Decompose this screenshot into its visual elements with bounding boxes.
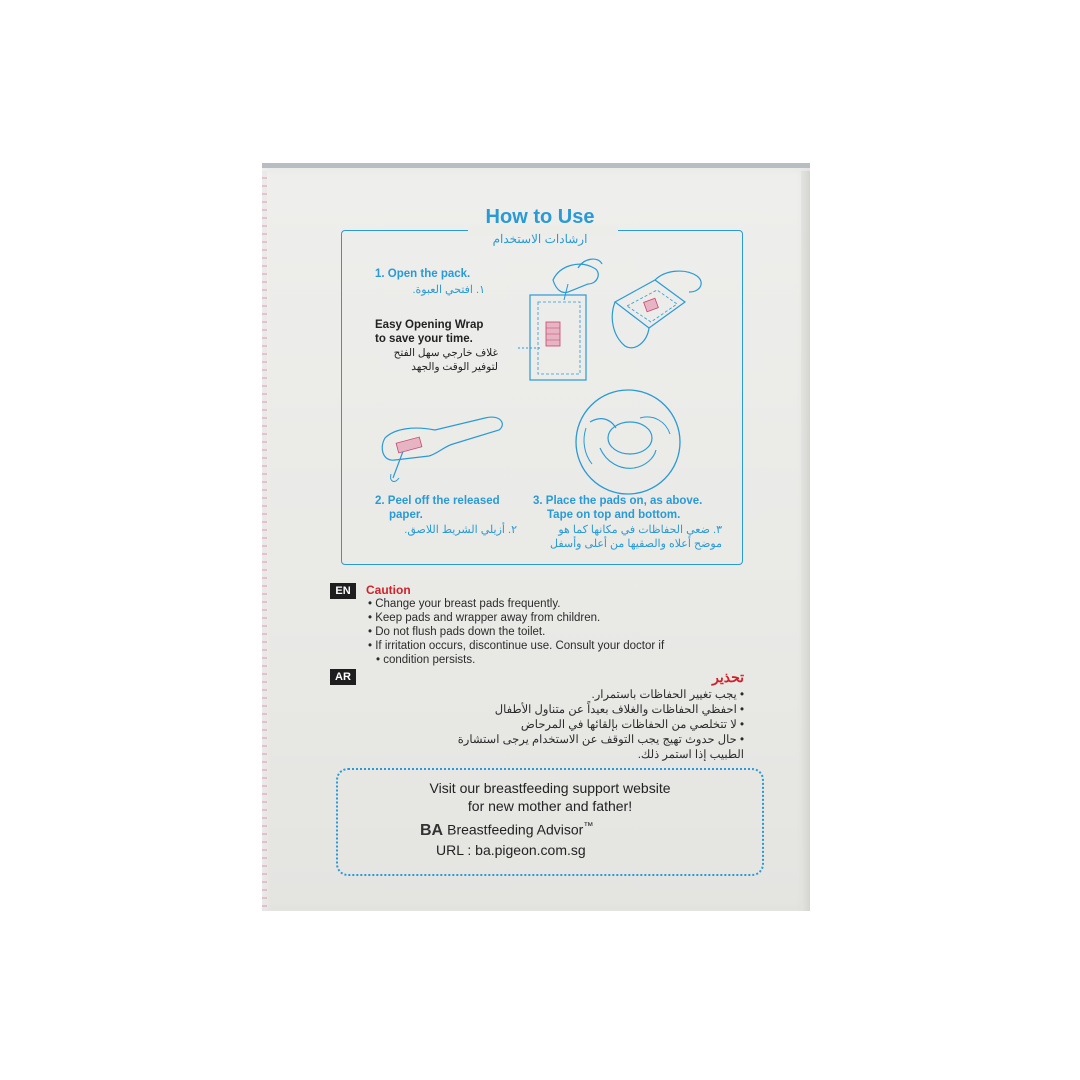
- step1-ar: ١. افتحي العبوة.: [412, 284, 485, 296]
- list-item: • يجب تغيير الحفاظات باستمرار.: [430, 688, 744, 703]
- lang-tag-ar: AR: [330, 669, 356, 685]
- list-item: • احفظي الحفاظات والغلاف بعيداً عن متناول الأطفال: [430, 703, 744, 718]
- breastfeeding-advisor-brand: [420, 821, 593, 840]
- box-left-edge: [262, 171, 267, 911]
- caution-title: Caution: [366, 583, 411, 597]
- caution-title-ar: تحذير: [712, 669, 744, 685]
- lang-tag-en: EN: [330, 583, 356, 599]
- how-to-use-title: How to Use: [485, 206, 595, 228]
- website-line2: for new mother and father!: [467, 798, 633, 814]
- easy-open-en: Easy Opening Wrap to save your time.: [375, 319, 484, 345]
- trademark: ™: [583, 821, 594, 832]
- ba-logo: BA: [420, 821, 444, 839]
- website-url: URL : ba.pigeon.com.sg: [436, 842, 586, 858]
- place-pad-illustration: [570, 388, 690, 498]
- brand-name: Breastfeeding Advisor: [447, 821, 584, 838]
- step2-ar: ٢. أزيلي الشريط اللاصق.: [404, 524, 517, 536]
- website-line1: Visit our breastfeeding support website: [429, 780, 671, 796]
- list-item: • لا تتخلصي من الحفاظات بإلقائها في المرحاض: [430, 718, 744, 733]
- list-item: • Keep pads and wrapper away from children.: [368, 611, 788, 625]
- box-right-edge: [801, 171, 810, 911]
- opened-pack-illustration: [605, 262, 715, 362]
- list-item: • Change your breast pads frequently.: [368, 597, 788, 611]
- caution-list: [368, 597, 788, 667]
- step1-en: 1. Open the pack.: [375, 268, 471, 280]
- step2-en: 2. Peel off the released paper.: [375, 495, 500, 521]
- step3-en: 3. Place the pads on, as above. Tape on top and bottom.: [533, 495, 703, 521]
- list-item: • If irritation occurs, discontinue use. Consult your doctor if: [368, 639, 788, 653]
- how-to-use-title-ar: ارشادات الاستخدام: [492, 232, 588, 246]
- easy-open-ar: غلاف خارجي سهل الفتح لتوفير الوقت والجهد: [393, 347, 498, 373]
- list-item: • حال حدوث تهيج يجب التوقف عن الاستخدام يرجى استشارة الطبيب إذا استمر ذلك.: [430, 733, 744, 763]
- list-item: • Do not flush pads down the toilet.: [368, 625, 788, 639]
- list-item: • condition persists.: [368, 653, 788, 667]
- peel-paper-illustration: [375, 398, 515, 488]
- caution-list-ar: [430, 688, 744, 763]
- open-pack-illustration: [498, 250, 618, 385]
- step3-ar: ٣. ضعي الحفاظات في مكانها كما هو موضح أعلاه والصقيها من أعلى وأسفل: [550, 524, 722, 550]
